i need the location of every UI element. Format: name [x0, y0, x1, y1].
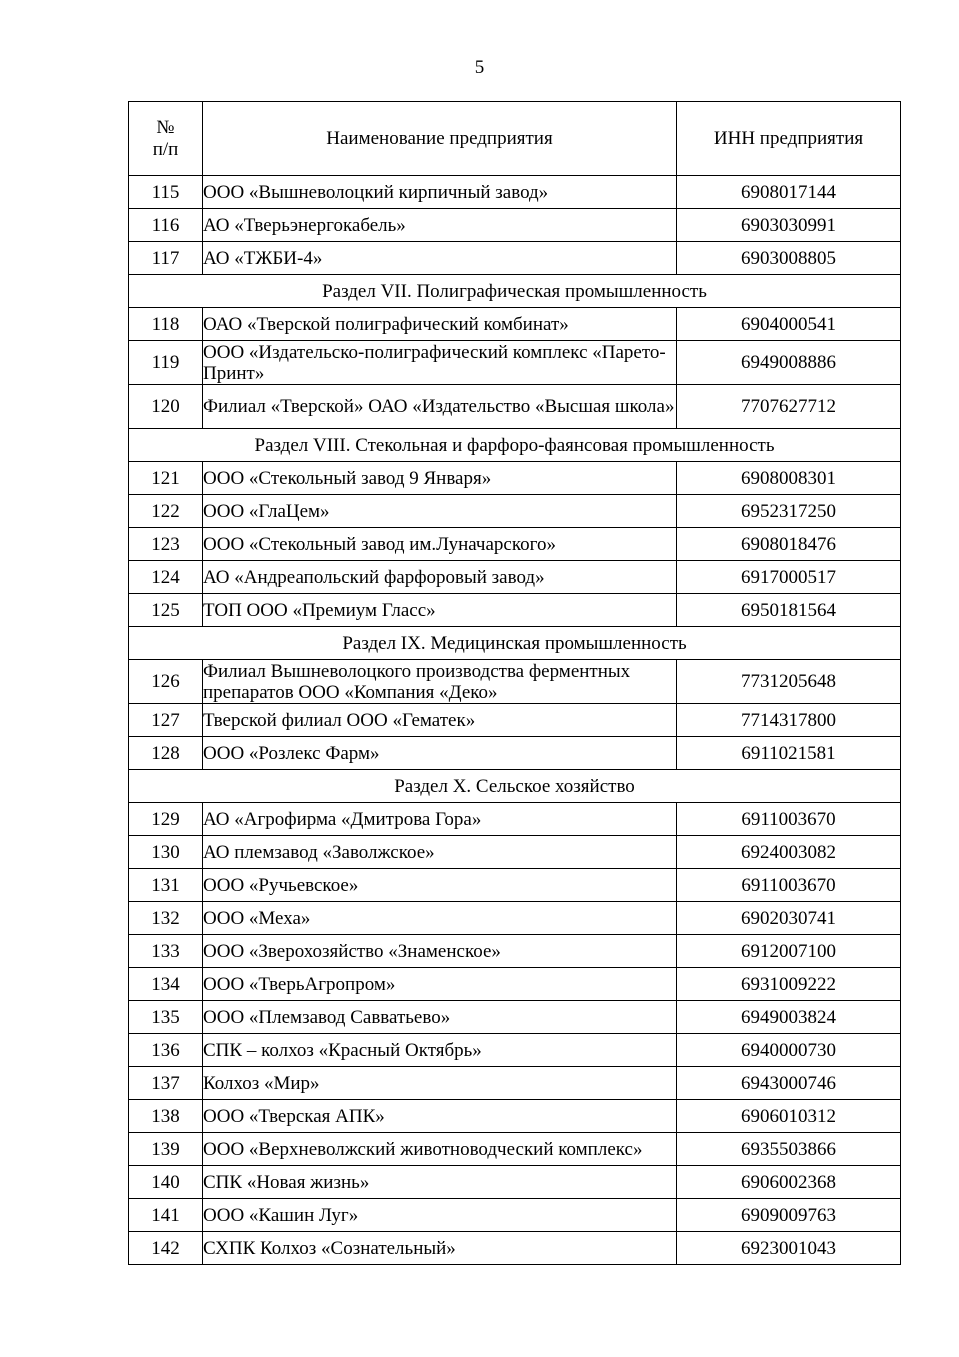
row-number: 135 — [129, 1001, 203, 1034]
row-number: 126 — [129, 660, 203, 704]
table-row — [129, 495, 901, 528]
section-title: Раздел X. Сельское хозяйство — [129, 770, 901, 803]
enterprise-inn: 6935503866 — [677, 1133, 901, 1166]
header-number-line2: п/п — [152, 138, 179, 160]
row-number: 129 — [129, 803, 203, 836]
enterprises-table — [128, 101, 901, 1265]
enterprise-name: ООО «Верхневолжский животноводческий комплекс» — [203, 1133, 677, 1166]
enterprise-inn: 6917000517 — [677, 561, 901, 594]
table-row — [129, 1100, 901, 1133]
enterprise-name: СХПК Колхоз «Сознательный» — [203, 1232, 677, 1265]
header-number — [129, 102, 203, 176]
enterprise-name: ООО «Меха» — [203, 902, 677, 935]
table-row — [129, 803, 901, 836]
table-row — [129, 242, 901, 275]
enterprise-inn: 6908017144 — [677, 176, 901, 209]
row-number: 119 — [129, 341, 203, 385]
enterprise-inn: 6903030991 — [677, 209, 901, 242]
header-inn: ИНН предприятия — [677, 102, 901, 176]
enterprise-inn: 7707627712 — [677, 385, 901, 429]
row-number: 131 — [129, 869, 203, 902]
section-title: Раздел VIII. Стекольная и фарфоро-фаянсовая промышленность — [129, 429, 901, 462]
row-number: 130 — [129, 836, 203, 869]
table-row — [129, 902, 901, 935]
section-row — [129, 627, 901, 660]
row-number: 142 — [129, 1232, 203, 1265]
header-name: Наименование предприятия — [203, 102, 677, 176]
table-row — [129, 737, 901, 770]
enterprise-name: ООО «Кашин Луг» — [203, 1199, 677, 1232]
table-row — [129, 594, 901, 627]
header-number-line1: № — [156, 116, 175, 138]
enterprise-name: ООО «Издательско-полиграфический комплекс «Парето-Принт» — [203, 341, 677, 385]
table-row — [129, 528, 901, 561]
row-number: 115 — [129, 176, 203, 209]
enterprise-inn: 6911003670 — [677, 803, 901, 836]
row-number: 137 — [129, 1067, 203, 1100]
row-number: 122 — [129, 495, 203, 528]
table-row — [129, 1166, 901, 1199]
enterprise-inn: 7714317800 — [677, 704, 901, 737]
table-row — [129, 1067, 901, 1100]
row-number: 116 — [129, 209, 203, 242]
enterprise-name: ООО «Зверохозяйство «Знаменское» — [203, 935, 677, 968]
enterprise-name: ООО «Ручьевское» — [203, 869, 677, 902]
enterprise-inn: 6902030741 — [677, 902, 901, 935]
table-row — [129, 176, 901, 209]
enterprise-name: АО «Андреапольский фарфоровый завод» — [203, 561, 677, 594]
enterprise-inn: 6908018476 — [677, 528, 901, 561]
table-row — [129, 462, 901, 495]
enterprise-name: ООО «Тверская АПК» — [203, 1100, 677, 1133]
enterprise-name: АО «Агрофирма «Дмитрова Гора» — [203, 803, 677, 836]
page-number: 5 — [474, 57, 485, 78]
table-row — [129, 1001, 901, 1034]
enterprise-name: Филиал «Тверской» ОАО «Издательство «Высшая школа» — [203, 385, 677, 429]
table-row — [129, 660, 901, 704]
enterprise-name: Колхоз «Мир» — [203, 1067, 677, 1100]
row-number: 136 — [129, 1034, 203, 1067]
row-number: 132 — [129, 902, 203, 935]
section-title: Раздел VII. Полиграфическая промышленность — [129, 275, 901, 308]
table-row — [129, 704, 901, 737]
enterprise-inn: 6909009763 — [677, 1199, 901, 1232]
row-number: 133 — [129, 935, 203, 968]
row-number: 141 — [129, 1199, 203, 1232]
enterprise-inn: 6940000730 — [677, 1034, 901, 1067]
enterprise-inn: 6949003824 — [677, 1001, 901, 1034]
table-row — [129, 869, 901, 902]
enterprise-inn: 6943000746 — [677, 1067, 901, 1100]
enterprise-inn: 6906002368 — [677, 1166, 901, 1199]
table-row — [129, 385, 901, 429]
enterprise-name: ТОП ООО «Премиум Гласс» — [203, 594, 677, 627]
section-row — [129, 275, 901, 308]
table-row — [129, 836, 901, 869]
enterprise-name: АО племзавод «Заволжское» — [203, 836, 677, 869]
row-number: 125 — [129, 594, 203, 627]
table-row — [129, 308, 901, 341]
section-title: Раздел IX. Медицинская промышленность — [129, 627, 901, 660]
table-header-row — [129, 102, 901, 176]
table-row — [129, 1199, 901, 1232]
row-number: 123 — [129, 528, 203, 561]
table-row — [129, 341, 901, 385]
enterprise-inn: 7731205648 — [677, 660, 901, 704]
row-number: 120 — [129, 385, 203, 429]
table-body — [129, 102, 901, 1265]
row-number: 138 — [129, 1100, 203, 1133]
table-row — [129, 209, 901, 242]
enterprise-inn: 6924003082 — [677, 836, 901, 869]
section-row — [129, 429, 901, 462]
enterprise-inn: 6908008301 — [677, 462, 901, 495]
enterprise-inn: 6906010312 — [677, 1100, 901, 1133]
row-number: 121 — [129, 462, 203, 495]
enterprise-inn: 6912007100 — [677, 935, 901, 968]
row-number: 140 — [129, 1166, 203, 1199]
enterprise-name: ООО «Стекольный завод им.Луначарского» — [203, 528, 677, 561]
enterprise-inn: 6931009222 — [677, 968, 901, 1001]
enterprise-inn: 6949008886 — [677, 341, 901, 385]
section-row — [129, 770, 901, 803]
enterprise-name: ООО «Стекольный завод 9 Января» — [203, 462, 677, 495]
table-row — [129, 561, 901, 594]
enterprise-inn: 6923001043 — [677, 1232, 901, 1265]
table-row — [129, 1133, 901, 1166]
enterprise-inn: 6903008805 — [677, 242, 901, 275]
enterprise-name: ООО «Племзавод Савватьево» — [203, 1001, 677, 1034]
row-number: 118 — [129, 308, 203, 341]
enterprise-name: АО «Тверьэнергокабель» — [203, 209, 677, 242]
table-row — [129, 1034, 901, 1067]
table-row — [129, 968, 901, 1001]
enterprise-name: ООО «ГлаЦем» — [203, 495, 677, 528]
enterprise-inn: 6904000541 — [677, 308, 901, 341]
enterprise-name: ООО «ТверьАгропром» — [203, 968, 677, 1001]
enterprise-name: ОАО «Тверской полиграфический комбинат» — [203, 308, 677, 341]
row-number: 124 — [129, 561, 203, 594]
enterprise-name: Филиал Вышневолоцкого производства ферментных препаратов ООО «Компания «Деко» — [203, 660, 677, 704]
table-row — [129, 1232, 901, 1265]
enterprise-inn: 6950181564 — [677, 594, 901, 627]
enterprise-inn: 6952317250 — [677, 495, 901, 528]
enterprise-name: ООО «Розлекс Фарм» — [203, 737, 677, 770]
enterprise-name: АО «ТЖБИ-4» — [203, 242, 677, 275]
enterprise-inn: 6911021581 — [677, 737, 901, 770]
row-number: 134 — [129, 968, 203, 1001]
row-number: 117 — [129, 242, 203, 275]
row-number: 128 — [129, 737, 203, 770]
enterprise-inn: 6911003670 — [677, 869, 901, 902]
enterprise-name: СПК «Новая жизнь» — [203, 1166, 677, 1199]
row-number: 139 — [129, 1133, 203, 1166]
table-row — [129, 935, 901, 968]
enterprise-name: ООО «Вышневолоцкий кирпичный завод» — [203, 176, 677, 209]
enterprise-name: Тверской филиал ООО «Гематек» — [203, 704, 677, 737]
enterprise-name: СПК – колхоз «Красный Октябрь» — [203, 1034, 677, 1067]
row-number: 127 — [129, 704, 203, 737]
